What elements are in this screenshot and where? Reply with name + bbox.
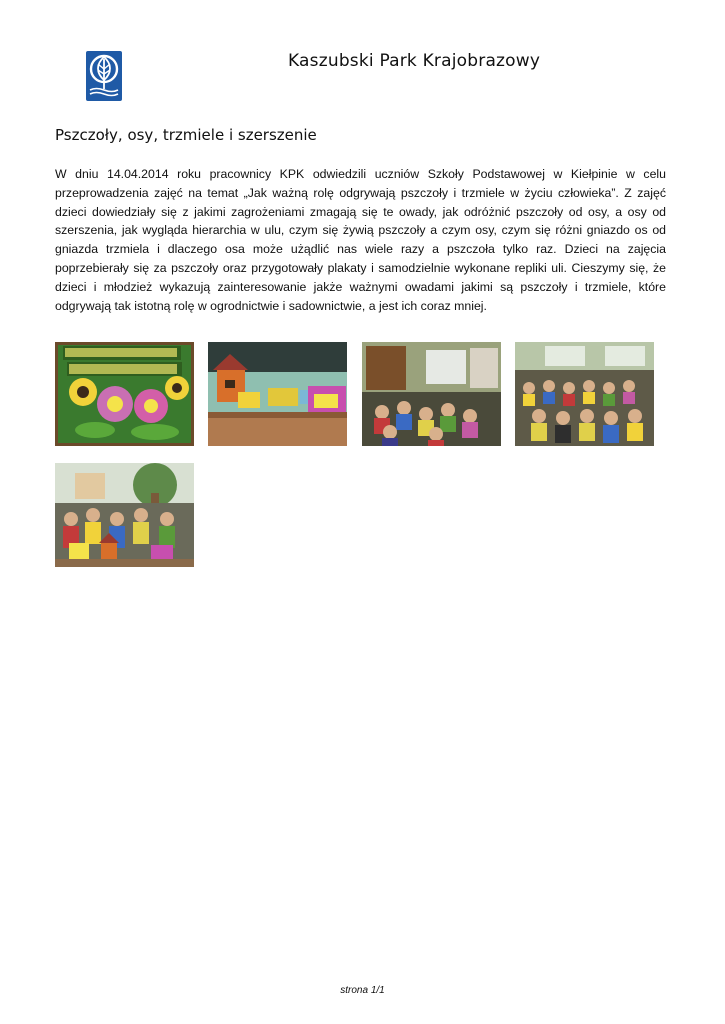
page-number: strona 1/1 <box>340 985 385 996</box>
children-sitting-photo[interactable] <box>515 342 654 446</box>
children-with-hives-photo[interactable] <box>55 463 194 567</box>
article-title: Pszczoły, osy, trzmiele i szerszenie <box>55 126 317 144</box>
hive-replicas-photo[interactable] <box>208 342 347 446</box>
site-title: Kaszubski Park Krajobrazowy <box>288 51 541 71</box>
park-leaf-logo-icon <box>86 51 122 101</box>
article-body: W dniu 14.04.2014 roku pracownicy KPK odwiedzili uczniów Szkoły Podstawowej w Kiełpinie w celu przeprowadzenia zajęć na temat „Jak ważną rolę odgrywają pszczoły i trzmiele w życiu człowieka”. Z zajęć dzieci dowiedziały się z jakimi zagrożeniami zmagają się te owady, jak odróżnić pszczoły od osy, a osy od szerszenia, jak wygląda hierarchia w ulu, czym się żywią pszczoły a czym osy, czym się różni gniazdo os od gniazda trzmiela i dlaczego osa może użądlić nas wiele razy a pszczoła tylko raz. Dzieci na zajęcia poprzebierały się za pszczoły oraz przygotowały plakaty i samodzielnie wykonane repliki uli. Cieszymy się, że dzieci i młodzież wykazują zainteresowanie jakże ważnymi owadami jakimi są pszczoły i trzmiele, które odgrywają tak istotną rolę w ogrodnictwie i sadownictwie, a jest ich coraz mniej. <box>55 167 666 313</box>
classroom-children-photo[interactable] <box>362 342 501 446</box>
poster-bees-friends-photo[interactable] <box>55 342 194 446</box>
